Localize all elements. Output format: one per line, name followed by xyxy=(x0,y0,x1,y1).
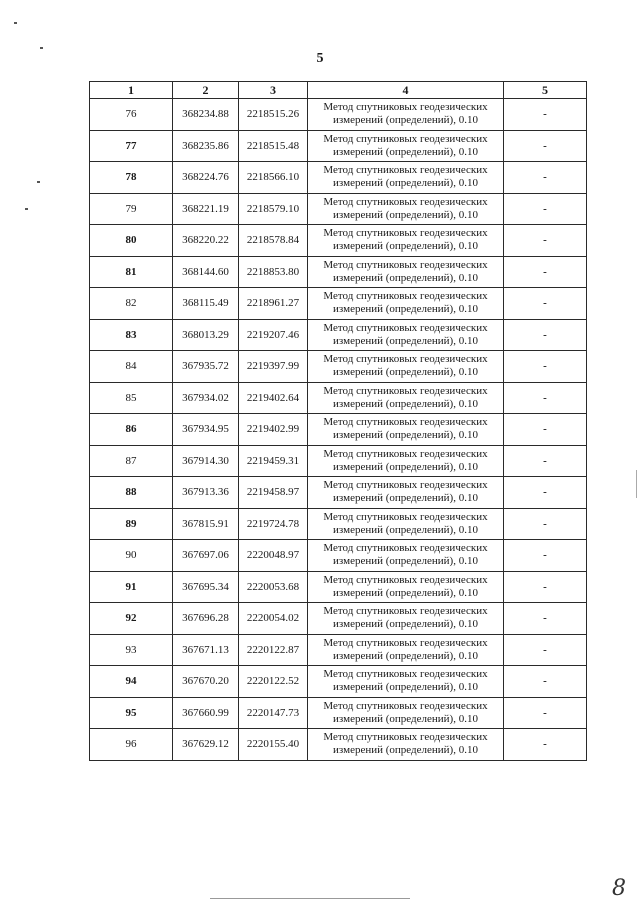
method-cell xyxy=(308,351,504,383)
point-number: 88 xyxy=(90,477,173,509)
method-cell xyxy=(308,571,504,603)
table-row xyxy=(90,414,587,446)
coord-y: 2218515.48 xyxy=(239,130,308,162)
point-number: 83 xyxy=(90,319,173,351)
method-line-1: Метод спутниковых геодезических xyxy=(323,605,488,618)
table-row xyxy=(90,162,587,194)
header-col-1: 1 xyxy=(90,82,173,99)
method-cell xyxy=(308,382,504,414)
col5-value: - xyxy=(504,319,587,351)
coord-x: 367914.30 xyxy=(173,445,239,477)
point-number: 81 xyxy=(90,256,173,288)
point-number: 76 xyxy=(90,99,173,131)
point-number: 93 xyxy=(90,634,173,666)
method-line-1: Метод спутниковых геодезических xyxy=(323,479,488,492)
scan-speck xyxy=(37,181,40,183)
method-line-2: измерений (определений), 0.10 xyxy=(333,145,478,158)
coord-y: 2219402.64 xyxy=(239,382,308,414)
method-line-2: измерений (определений), 0.10 xyxy=(333,712,478,725)
col5-value: - xyxy=(504,193,587,225)
footer-line xyxy=(210,898,410,899)
col5-value: - xyxy=(504,256,587,288)
coord-y: 2220053.68 xyxy=(239,571,308,603)
method-cell xyxy=(308,414,504,446)
method-line-1: Метод спутниковых геодезических xyxy=(323,164,488,177)
method-line-1: Метод спутниковых геодезических xyxy=(323,132,488,145)
col5-value: - xyxy=(504,225,587,257)
table-row xyxy=(90,666,587,698)
coord-y: 2218515.26 xyxy=(239,99,308,131)
method-cell xyxy=(308,729,504,761)
scan-speck xyxy=(40,47,43,49)
table-row xyxy=(90,288,587,320)
col5-value: - xyxy=(504,603,587,635)
coord-x: 368224.76 xyxy=(173,162,239,194)
method-line-2: измерений (определений), 0.10 xyxy=(333,586,478,599)
method-line-2: измерений (определений), 0.10 xyxy=(333,649,478,662)
method-line-1: Метод спутниковых геодезических xyxy=(323,668,488,681)
table-header-row xyxy=(90,82,587,99)
coord-x: 368220.22 xyxy=(173,225,239,257)
method-line-1: Метод спутниковых геодезических xyxy=(323,227,488,240)
coord-x: 367934.02 xyxy=(173,382,239,414)
table-body xyxy=(90,99,587,761)
method-cell xyxy=(308,634,504,666)
table-row xyxy=(90,603,587,635)
coord-x: 367670.20 xyxy=(173,666,239,698)
method-line-1: Метод спутниковых геодезических xyxy=(323,573,488,586)
coord-y: 2219459.31 xyxy=(239,445,308,477)
point-number: 95 xyxy=(90,697,173,729)
table-row xyxy=(90,634,587,666)
method-line-1: Метод спутниковых геодезических xyxy=(323,699,488,712)
table-row xyxy=(90,225,587,257)
method-cell xyxy=(308,603,504,635)
method-line-1: Метод спутниковых геодезических xyxy=(323,416,488,429)
method-line-2: измерений (определений), 0.10 xyxy=(333,208,478,221)
table-row xyxy=(90,477,587,509)
col5-value: - xyxy=(504,697,587,729)
method-line-2: измерений (определений), 0.10 xyxy=(333,681,478,694)
coord-y: 2218566.10 xyxy=(239,162,308,194)
method-line-2: измерений (определений), 0.10 xyxy=(333,271,478,284)
point-number: 92 xyxy=(90,603,173,635)
header-col-2: 2 xyxy=(173,82,239,99)
point-number: 78 xyxy=(90,162,173,194)
coord-y: 2220122.52 xyxy=(239,666,308,698)
method-cell xyxy=(308,477,504,509)
point-number: 85 xyxy=(90,382,173,414)
method-line-1: Метод спутниковых геодезических xyxy=(323,542,488,555)
table-row xyxy=(90,571,587,603)
col5-value: - xyxy=(504,414,587,446)
point-number: 91 xyxy=(90,571,173,603)
method-line-1: Метод спутниковых геодезических xyxy=(323,195,488,208)
point-number: 86 xyxy=(90,414,173,446)
method-line-1: Метод спутниковых геодезических xyxy=(323,510,488,523)
method-line-1: Метод спутниковых геодезических xyxy=(323,290,488,303)
table-row xyxy=(90,351,587,383)
method-cell xyxy=(308,508,504,540)
method-cell xyxy=(308,256,504,288)
coord-y: 2219207.46 xyxy=(239,319,308,351)
method-cell xyxy=(308,288,504,320)
coord-y: 2220054.02 xyxy=(239,603,308,635)
method-line-2: измерений (определений), 0.10 xyxy=(333,523,478,536)
method-line-1: Метод спутниковых геодезических xyxy=(323,353,488,366)
table-row xyxy=(90,130,587,162)
method-cell xyxy=(308,319,504,351)
header-col-4: 4 xyxy=(308,82,504,99)
method-line-1: Метод спутниковых геодезических xyxy=(323,447,488,460)
method-cell xyxy=(308,193,504,225)
coord-y: 2220122.87 xyxy=(239,634,308,666)
col5-value: - xyxy=(504,729,587,761)
method-cell xyxy=(308,130,504,162)
col5-value: - xyxy=(504,382,587,414)
method-cell xyxy=(308,697,504,729)
point-number: 96 xyxy=(90,729,173,761)
col5-value: - xyxy=(504,162,587,194)
scan-speck xyxy=(25,208,28,210)
point-number: 94 xyxy=(90,666,173,698)
point-number: 77 xyxy=(90,130,173,162)
col5-value: - xyxy=(504,351,587,383)
method-line-2: измерений (определений), 0.10 xyxy=(333,460,478,473)
coord-x: 367695.34 xyxy=(173,571,239,603)
method-cell xyxy=(308,99,504,131)
method-line-1: Метод спутниковых геодезических xyxy=(323,731,488,744)
method-line-1: Метод спутниковых геодезических xyxy=(323,384,488,397)
coord-x: 367815.91 xyxy=(173,508,239,540)
coord-y: 2220155.40 xyxy=(239,729,308,761)
method-cell xyxy=(308,445,504,477)
table-row xyxy=(90,540,587,572)
coord-y: 2219402.99 xyxy=(239,414,308,446)
coord-x: 367660.99 xyxy=(173,697,239,729)
method-line-2: измерений (определений), 0.10 xyxy=(333,240,478,253)
coord-x: 368013.29 xyxy=(173,319,239,351)
table-row xyxy=(90,319,587,351)
point-number: 84 xyxy=(90,351,173,383)
col5-value: - xyxy=(504,508,587,540)
coord-x: 368234.88 xyxy=(173,99,239,131)
method-line-1: Метод спутниковых геодезических xyxy=(323,258,488,271)
method-line-2: измерений (определений), 0.10 xyxy=(333,618,478,631)
col5-value: - xyxy=(504,445,587,477)
coord-y: 2218579.10 xyxy=(239,193,308,225)
coord-y: 2219458.97 xyxy=(239,477,308,509)
scan-edge-line xyxy=(636,470,637,498)
method-cell xyxy=(308,666,504,698)
method-cell xyxy=(308,225,504,257)
coord-x: 368235.86 xyxy=(173,130,239,162)
method-line-2: измерений (определений), 0.10 xyxy=(333,429,478,442)
method-line-2: измерений (определений), 0.10 xyxy=(333,492,478,505)
point-number: 79 xyxy=(90,193,173,225)
col5-value: - xyxy=(504,130,587,162)
handwritten-mark: 8 xyxy=(612,876,626,901)
col5-value: - xyxy=(504,99,587,131)
header-col-3: 3 xyxy=(239,82,308,99)
method-cell xyxy=(308,540,504,572)
col5-value: - xyxy=(504,571,587,603)
scan-speck xyxy=(14,22,17,24)
point-number: 82 xyxy=(90,288,173,320)
header-col-5: 5 xyxy=(504,82,587,99)
table-row xyxy=(90,193,587,225)
method-line-2: измерений (определений), 0.10 xyxy=(333,334,478,347)
point-number: 80 xyxy=(90,225,173,257)
coord-y: 2219724.78 xyxy=(239,508,308,540)
table-row xyxy=(90,445,587,477)
point-number: 89 xyxy=(90,508,173,540)
coord-x: 367934.95 xyxy=(173,414,239,446)
method-line-2: измерений (определений), 0.10 xyxy=(333,555,478,568)
coord-x: 367697.06 xyxy=(173,540,239,572)
table-row xyxy=(90,697,587,729)
point-number: 90 xyxy=(90,540,173,572)
coord-x: 367671.13 xyxy=(173,634,239,666)
coord-y: 2220147.73 xyxy=(239,697,308,729)
col5-value: - xyxy=(504,288,587,320)
page-number: 5 xyxy=(316,51,324,66)
table-row xyxy=(90,256,587,288)
coord-x: 367629.12 xyxy=(173,729,239,761)
table-row xyxy=(90,99,587,131)
coord-x: 368221.19 xyxy=(173,193,239,225)
point-number: 87 xyxy=(90,445,173,477)
coord-y: 2218578.84 xyxy=(239,225,308,257)
method-line-2: измерений (определений), 0.10 xyxy=(333,177,478,190)
coord-y: 2219397.99 xyxy=(239,351,308,383)
method-line-1: Метод спутниковых геодезических xyxy=(323,321,488,334)
table-row xyxy=(90,729,587,761)
coord-x: 368144.60 xyxy=(173,256,239,288)
table-row xyxy=(90,508,587,540)
method-line-2: измерений (определений), 0.10 xyxy=(333,114,478,127)
method-line-1: Метод спутниковых геодезических xyxy=(323,636,488,649)
table-row xyxy=(90,382,587,414)
col5-value: - xyxy=(504,477,587,509)
method-line-2: измерений (определений), 0.10 xyxy=(333,397,478,410)
coord-y: 2220048.97 xyxy=(239,540,308,572)
coord-x: 367913.36 xyxy=(173,477,239,509)
coord-x: 367935.72 xyxy=(173,351,239,383)
col5-value: - xyxy=(504,540,587,572)
coord-y: 2218853.80 xyxy=(239,256,308,288)
method-line-2: измерений (определений), 0.10 xyxy=(333,366,478,379)
method-cell xyxy=(308,162,504,194)
coord-x: 367696.28 xyxy=(173,603,239,635)
coordinates-table xyxy=(89,81,587,761)
col5-value: - xyxy=(504,666,587,698)
method-line-2: измерений (определений), 0.10 xyxy=(333,303,478,316)
method-line-2: измерений (определений), 0.10 xyxy=(333,744,478,757)
col5-value: - xyxy=(504,634,587,666)
method-line-1: Метод спутниковых геодезических xyxy=(323,101,488,114)
coord-y: 2218961.27 xyxy=(239,288,308,320)
coord-x: 368115.49 xyxy=(173,288,239,320)
